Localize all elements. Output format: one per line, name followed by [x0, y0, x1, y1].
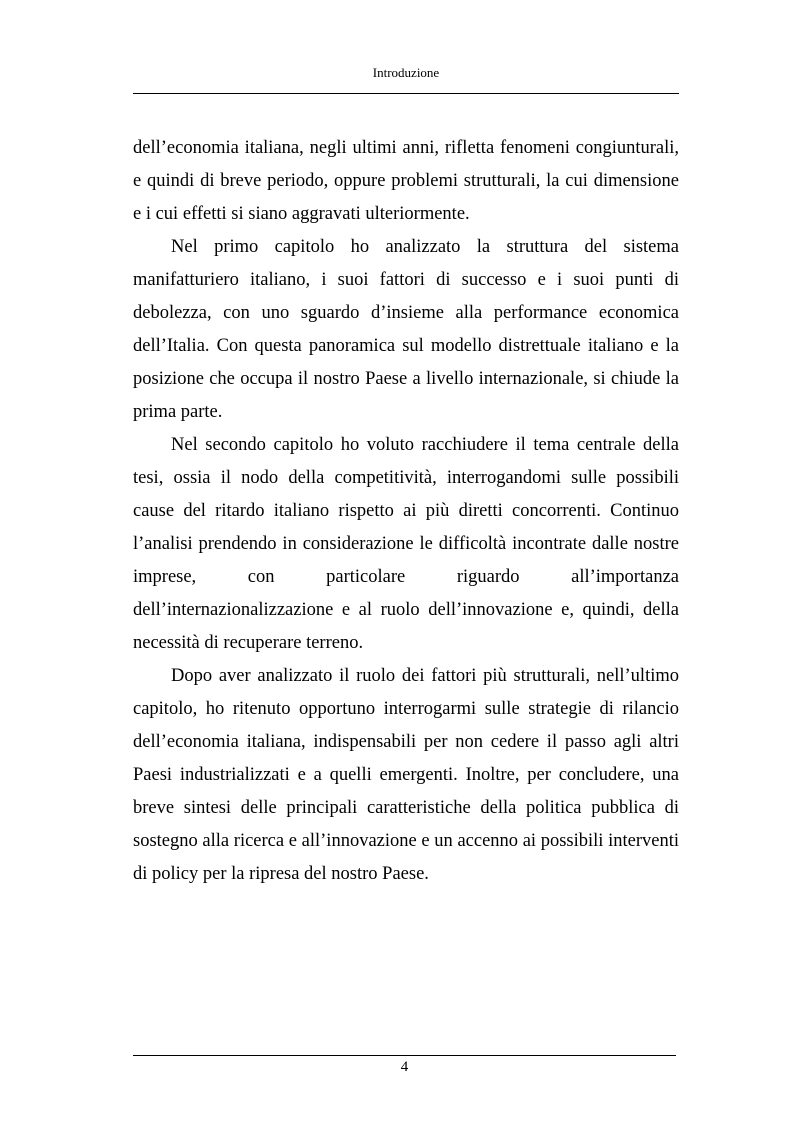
page-number: 4 [400, 1059, 409, 1075]
paragraph-last-chapter: Dopo aver analizzato il ruolo dei fattori più strutturali, nell’ultimo capitolo, ho ritenuto opportuno interrogarmi sulle strategie di rilancio dell’economia italiana, indispensabili per non cedere il passo agli altri Paesi industrializzati e a quelli emergenti. Inoltre, per concludere, una breve sintesi delle principali caratteristiche della politica pubblica di sostegno alla ricerca e all’innovazione e un accenno ai possibili interventi di policy per la ripresa del nostro Paese. [133, 666, 679, 884]
paragraph-first-chapter: Nel primo capitolo ho analizzato la struttura del sistema manifatturiero italiano, i suoi fattori di successo e i suoi punti di debolezza, con uno sguardo d’insieme alla performance economica dell’Italia. Con questa panoramica sul modello distrettuale italiano e la posizione che occupa il nostro Paese a livello internazionale, si chiude la prima parte. [133, 237, 679, 422]
header-divider [133, 93, 679, 94]
footer-divider [133, 1055, 676, 1056]
paragraph-continuation: dell’economia italiana, negli ultimi anni, rifletta fenomeni congiunturali, e quindi di breve periodo, oppure problemi strutturali, la cui dimensione e i cui effetti si siano aggravati ulteriormente. [133, 138, 679, 224]
paragraph-second-chapter: Nel secondo capitolo ho voluto racchiudere il tema centrale della tesi, ossia il nodo della competitività, interrogandomi sulle possibili cause del ritardo italiano rispetto ai più diretti concorrenti. Continuo l’analisi prendendo in considerazione le difficoltà incontrate dalle nostre imprese, con particolare riguardo all’importanza dell’internazionalizzazione e al ruolo dell’innovazione e, quindi, della necessità di recuperare terreno. [133, 435, 679, 653]
body-text [133, 132, 679, 891]
page-header-title: Introduzione [372, 65, 440, 80]
